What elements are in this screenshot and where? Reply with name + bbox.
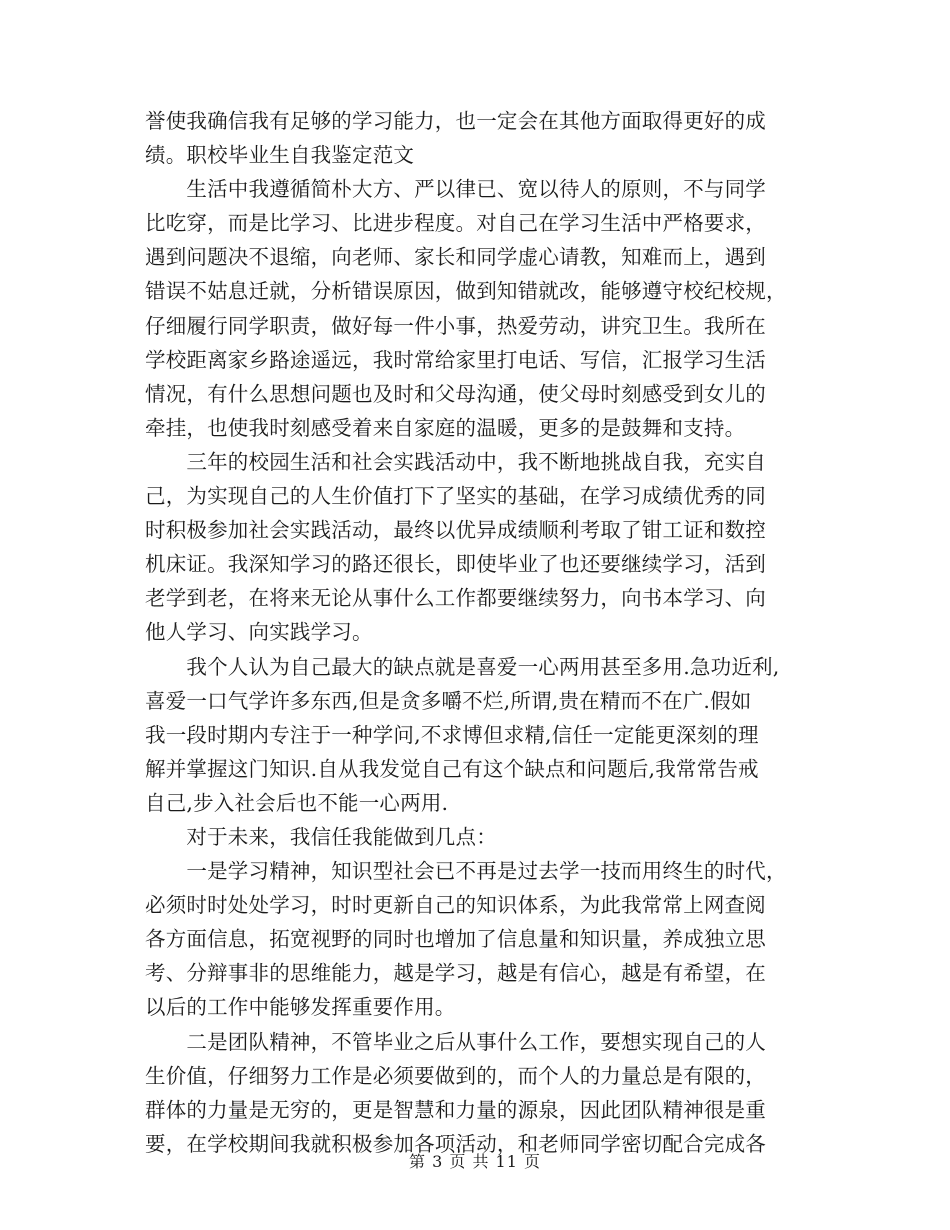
text-line: 时积极参加社会实践活动，最终以优异成绩顺利考取了钳工证和数控 bbox=[145, 518, 766, 543]
text-line: 三年的校园生活和社会实践活动中，我不断地挑战自我，充实自 bbox=[145, 449, 766, 474]
text-line: 牵挂，也使我时刻感受着来自家庭的温暖，更多的是鼓舞和支持。 bbox=[145, 415, 746, 440]
text-line: 老学到老，在将来无论从事什么工作都要继续努力，向书本学习、向 bbox=[145, 586, 766, 611]
text-line: 学校距离家乡路途遥远，我时常给家里打电话、写信，汇报学习生活 bbox=[145, 347, 766, 372]
text-line: 誉使我确信我有足够的学习能力，也一定会在其他方面取得更好的成 bbox=[145, 109, 766, 133]
text-line: 考、分辩事非的思维能力，越是学习，越是有信心，越是有希望，在 bbox=[145, 961, 766, 986]
text-line: 生价值，仔细努力工作是必须要做到的，而个人的力量总是有限的， bbox=[145, 1063, 766, 1088]
text-line: 二是团队精神，不管毕业之后从事什么工作，要想实现自己的人 bbox=[145, 1029, 766, 1054]
text-line: 仔细履行同学职责，做好每一件小事，热爱劳动，讲究卫生。我所在 bbox=[145, 313, 766, 338]
text-line: 情况，有什么思想问题也及时和父母沟通，使父母时刻感受到女儿的 bbox=[145, 381, 766, 406]
text-line: 比吃穿，而是比学习、比进步程度。对自己在学习生活中严格要求， bbox=[145, 211, 766, 236]
text-line: 错误不姑息迁就，分析错误原因，做到知错就改，能够遵守校纪校规， bbox=[145, 279, 787, 304]
text-line: 他人学习、向实践学习。 bbox=[145, 620, 373, 645]
text-line: 生活中我遵循简朴大方、严以律已、宽以待人的原则，不与同学 bbox=[145, 177, 766, 202]
text-line: 群体的力量是无穷的，更是智慧和力量的源泉，因此团队精神很是重 bbox=[145, 1097, 766, 1122]
text-line: 绩。职校毕业生自我鉴定范文 bbox=[145, 143, 415, 168]
text-line: 必须时时处处学习，时时更新自己的知识体系，为此我常常上网查阅 bbox=[145, 893, 766, 918]
text-line: 我一段时期内专注于一种学问,不求博但求精,信任一定能更深刻的理 bbox=[145, 722, 759, 747]
text-line: 各方面信息，拓宽视野的同时也增加了信息量和知识量，养成独立思 bbox=[145, 927, 766, 952]
text-line: 遇到问题决不退缩，向老师、家长和同学虚心请教，知难而上，遇到 bbox=[145, 245, 766, 270]
page-number-footer: 第 3 页 共 11 页 bbox=[409, 1152, 541, 1171]
text-line: 己，为实现自己的人生价值打下了坚实的基础，在学习成绩优秀的同 bbox=[145, 484, 766, 509]
text-line: 解并掌握这门知识.自从我发觉自己有这个缺点和问题后,我常常告戒 bbox=[145, 756, 759, 781]
text-line: 要，在学校期间我就积极参加各项活动，和老师同学密切配合完成各 bbox=[145, 1131, 766, 1156]
text-line: 以后的工作中能够发挥重要作用。 bbox=[145, 995, 456, 1020]
text-line: 一是学习精神，知识型社会已不再是过去学一技而用终生的时代， bbox=[145, 859, 787, 884]
body-text bbox=[145, 104, 815, 1161]
text-line: 喜爱一口气学许多东西,但是贪多嚼不烂,所谓,贵在精而不在广.假如 bbox=[145, 688, 752, 713]
text-line: 机床证。我深知学习的路还很长，即使毕业了也还要继续学习，活到 bbox=[145, 552, 766, 577]
text-line: 自己,步入社会后也不能一心两用. bbox=[145, 790, 449, 815]
text-line: 我个人认为自己最大的缺点就是喜爱一心两用甚至多用.急功近利, bbox=[145, 654, 780, 679]
text-line: 对于未来，我信任我能做到几点： bbox=[145, 824, 497, 849]
